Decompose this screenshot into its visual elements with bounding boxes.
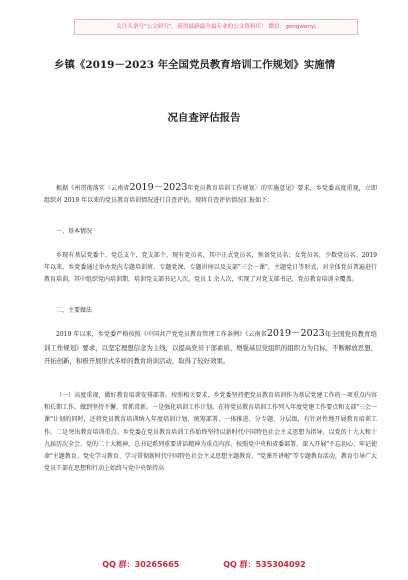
intro-years: 2019－2023: [129, 182, 188, 193]
section1-paragraph: [44, 250, 377, 285]
section2-text-pre: 2019 年以来，乡党委严格按照《中国共产党党员教育管理工作条例》《云南省: [56, 331, 267, 338]
section1-text: 乡现有基层党委个、党总支个，党支部个，现有党员名，其中正式党员名，预备党员名；女党员名，少数党员名。2019 年以来，乡党委通过举办党内专题培训班、专题党课、专题讲座以及支部"三会一课"，主题党日等形式，对全体党员普遍进行教育培训，其中组织党内培训期，培训党支部书记人次，党员 1 余人次，实现了对党支部书记、党员教育培训全覆盖。: [44, 252, 377, 283]
section-heading-basic: [44, 226, 377, 238]
item1-paragraph: [44, 390, 377, 475]
document-title: 乡镇《2019－2023 年全国党员教育培训工作规划》实施情: [54, 59, 336, 71]
intro-text-post: 年党员教育培训工作规划〉的实施意见》要求，乡党委高度重视，立即组织对 2019 年以来的党员教育培训情况进行自查评估，现将自查评估情况汇报如下：: [44, 185, 377, 204]
intro-paragraph: [44, 182, 377, 207]
section1-heading: 一、基本情况: [56, 228, 93, 235]
qq-group-2: QQ 群：535304092: [223, 560, 306, 569]
section2-year: 2019: [266, 328, 292, 339]
section-heading-practices: [44, 305, 377, 317]
intro-text-pre: 根据《州贯彻落实〈云南省: [56, 185, 130, 192]
promo-banner: 关注头条号"公文研究"，获得最新最全最专业的公文资料库！ 微信：gongwenyj: [74, 19, 358, 35]
footer-contact: [0, 559, 408, 571]
qq-group-1: QQ 群：30265665: [102, 560, 180, 569]
section2-years: －2023: [291, 328, 325, 339]
document-title-continued: 况自查评估报告: [167, 112, 241, 124]
section2-heading: 二、主要做法: [56, 307, 93, 314]
item1-text: （一）高度重视，做好教育培训安排部署。按照相关要求，乡党委坚持把党员教育培训作为基层党建工作的一项重点内容和长期工作，做到坚持不懈、常抓常新。一是强化培训工作计划。在将党员教育培训工作列入年度党建工作要点和支部"三会一课"计划的同时，还将党员教育培训纳入年度培训计划，统筹部署、一体推进、分专题、分层级，有针对性地开展教育培训工作。二是突出教育培训重点。乡党委在党员教育培训工作始终坚持以新时代中国特色社会主义思想为指导，以党的十九大和十九届历次全会、党的二十大精神，总书记系列重要讲话精神为重点内容，按照党中央和省委部署，深入开展"不忘初心、牢记使命"主题教育、党史学习教育、学习贯彻新时代中国特色社会主义思想主题教育、"党课开讲啦"等专题教育活动，教育引导广大党员干部在思想和行动上始终与党中央保持高: [44, 392, 377, 473]
section2-intro-paragraph: [44, 327, 377, 369]
section2-text-post: 年全国党员教育培训工作规划》要求，以坚定理想信念为主线，以提高党员干部素质、增强基层党组织的组织力为目标，不断解放思想、开拓创新，积极开展形式多样的教育培训活动，取得了较好效果。: [44, 330, 377, 365]
